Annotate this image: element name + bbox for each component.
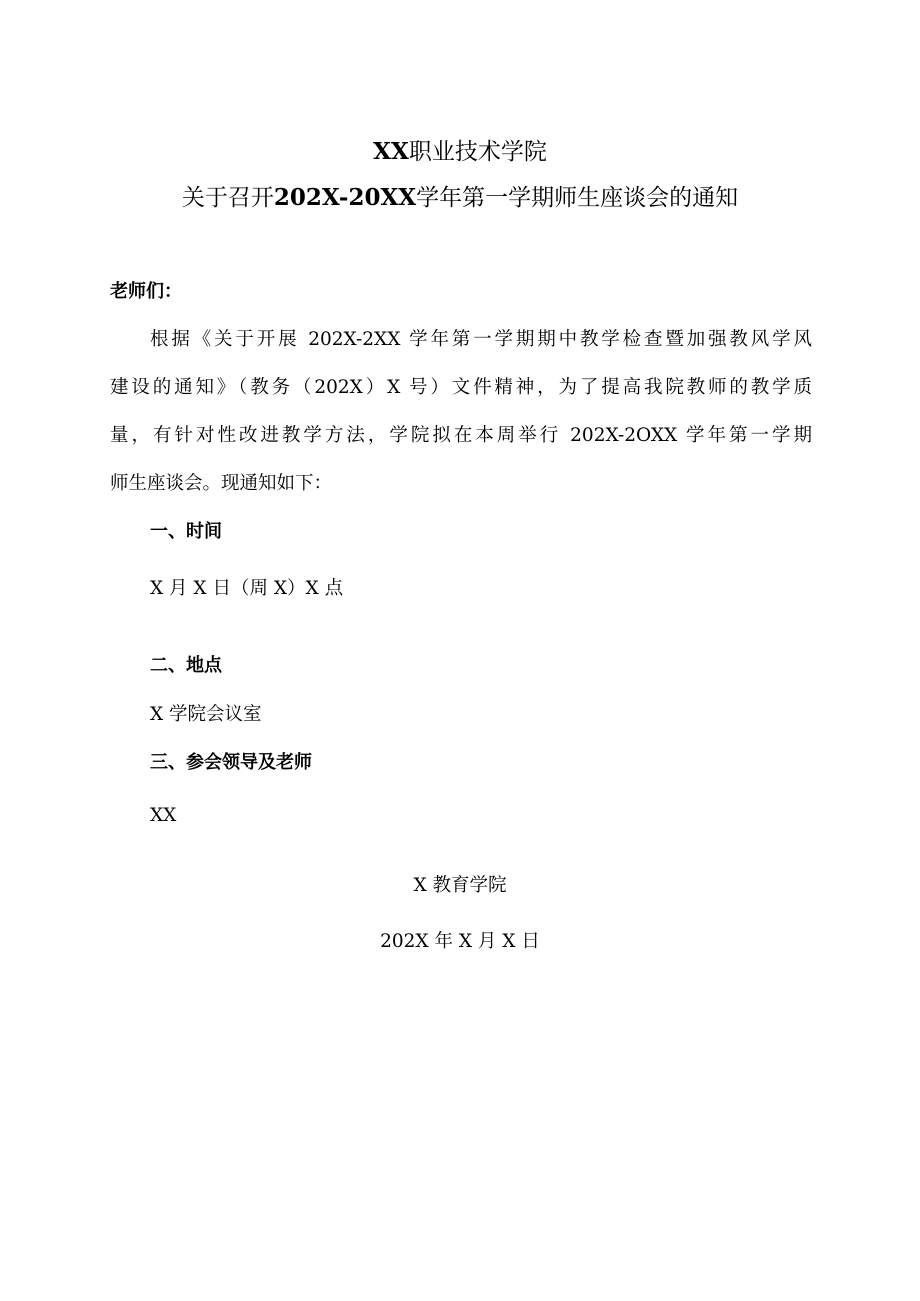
document-title-line2 xyxy=(0,183,920,213)
title2-post: 学年第一学期师生座谈会的通知 xyxy=(416,185,739,211)
signature-date: 202X 年 X 月 X 日 xyxy=(380,931,540,952)
paragraph-line-1: 根据《关于开展 202X-2XX 学年第一学期期中教学检查暨加强教风学风 xyxy=(150,329,812,350)
section-heading-time: 一、时间 xyxy=(150,521,222,542)
section-value-place: X 学院会议室 xyxy=(150,704,262,725)
title2-pre: 关于召开 xyxy=(181,185,274,211)
section-value-attendees: XX xyxy=(150,805,177,826)
section-heading-place: 二、地点 xyxy=(150,655,222,676)
section-heading-attendees: 三、参会领导及老师 xyxy=(150,752,312,773)
title-rest-part: 职业技术学院 xyxy=(408,139,547,165)
title2-bold: 202X-20XX xyxy=(273,184,417,211)
salutation: 老师们： xyxy=(110,281,182,302)
paragraph-line-3: 量，有针对性改进教学方法，学院拟在本周举行 202X-2OXX 学年第一学期 xyxy=(110,425,812,446)
document-title-line1 xyxy=(0,137,920,167)
paragraph-line-2: 建设的通知》（教务（202X）X 号）文件精神，为了提高我院教师的教学质 xyxy=(110,377,812,398)
title-bold-part: XX xyxy=(373,138,409,165)
section-value-time: X 月 X 日（周 X）X 点 xyxy=(150,578,344,599)
paragraph-line-4: 师生座谈会。现通知如下： xyxy=(110,473,333,494)
signature-org: X 教育学院 xyxy=(413,875,507,896)
